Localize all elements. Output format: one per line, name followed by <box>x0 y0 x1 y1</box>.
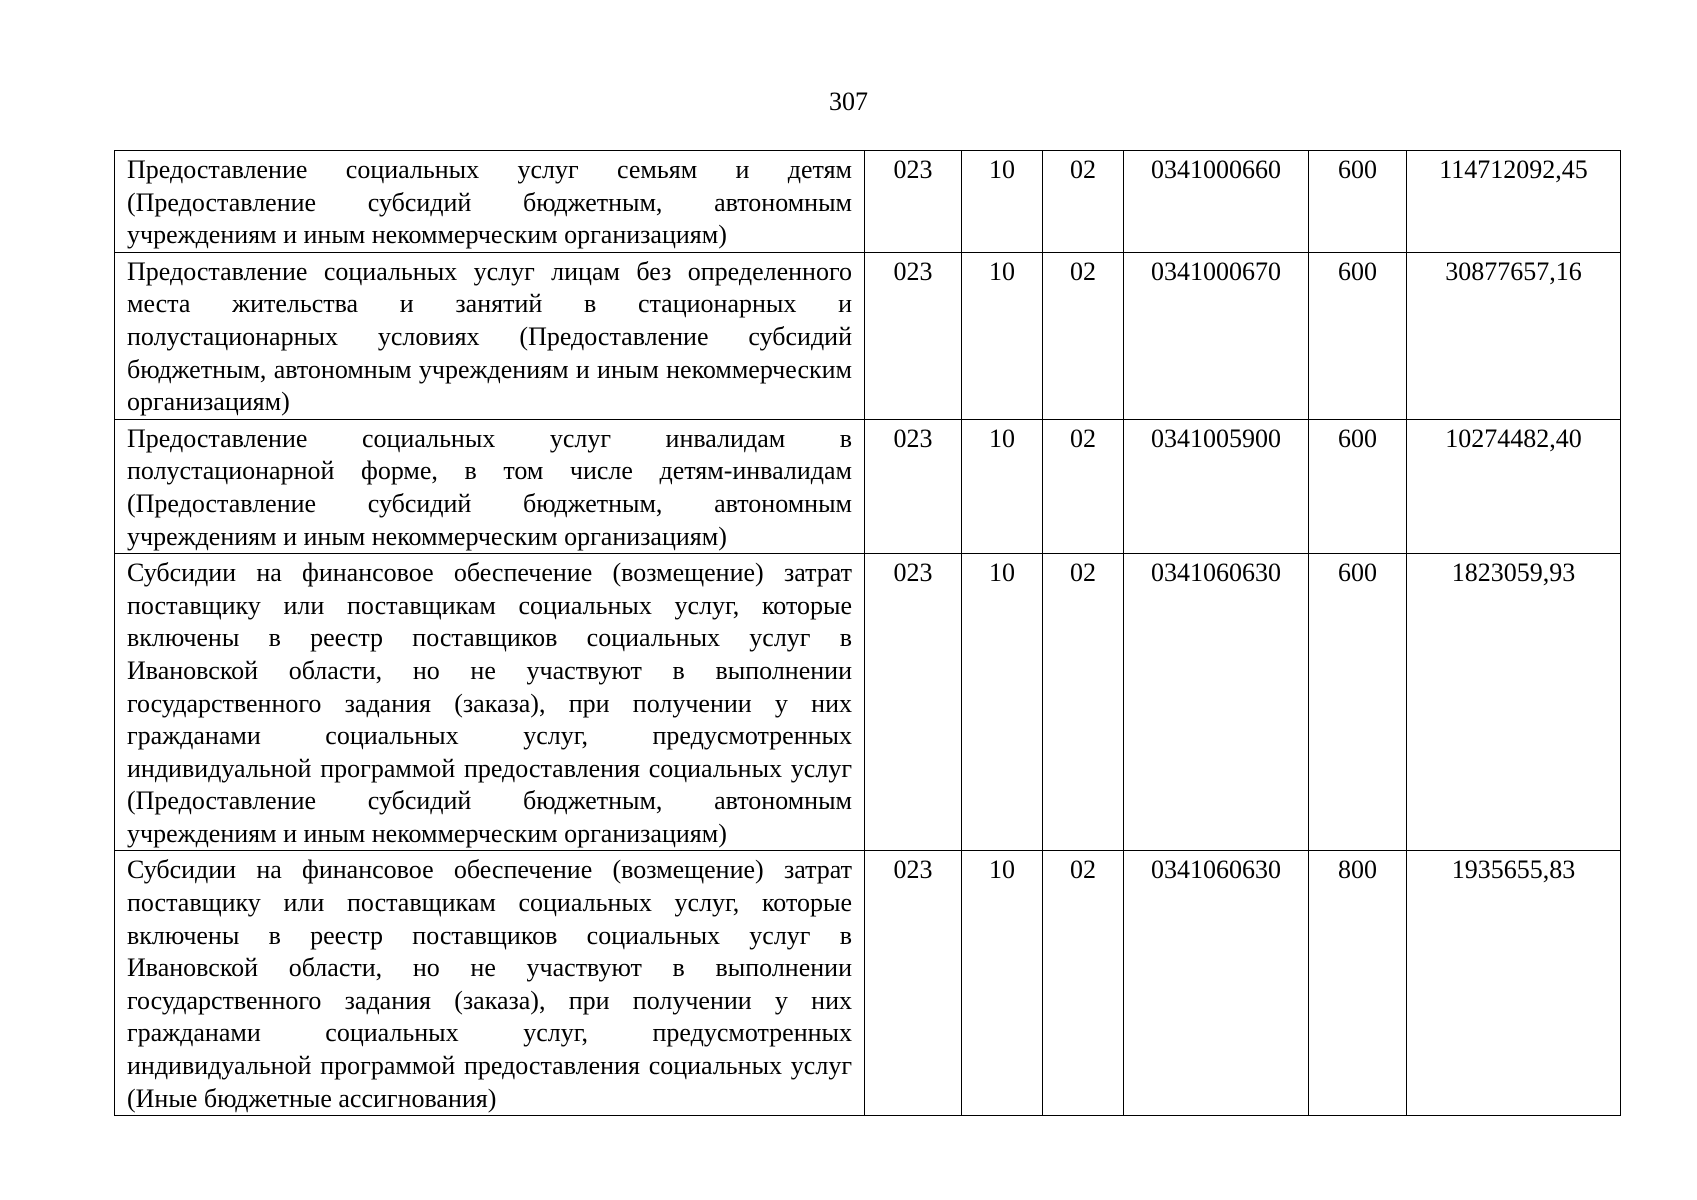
row-target-article: 0341000670 <box>1124 252 1309 419</box>
row-expense-type: 600 <box>1309 554 1407 851</box>
row-subsection-code: 02 <box>1043 252 1124 419</box>
row-subsection-code: 02 <box>1043 151 1124 253</box>
budget-table <box>114 150 1621 1116</box>
row-target-article: 0341060630 <box>1124 851 1309 1116</box>
row-grbs-code: 023 <box>865 419 962 553</box>
row-expense-type: 600 <box>1309 151 1407 253</box>
row-section-code: 10 <box>962 554 1043 851</box>
row-description: Предоставление социальных услуг лицам без определенного места жительства и занятий в стационарных и полустационарных условиях (Предоставление субсидий бюджетным, автономным учреждениям и иным некоммерческим организациям) <box>115 252 865 419</box>
row-section-code: 10 <box>962 252 1043 419</box>
row-amount: 30877657,16 <box>1407 252 1621 419</box>
table-row <box>115 419 1621 553</box>
row-subsection-code: 02 <box>1043 851 1124 1116</box>
table-row <box>115 851 1621 1116</box>
row-subsection-code: 02 <box>1043 419 1124 553</box>
row-amount: 114712092,45 <box>1407 151 1621 253</box>
row-grbs-code: 023 <box>865 151 962 253</box>
row-description: Предоставление социальных услуг семьям и детям (Предоставление субсидий бюджетным, автономным учреждениям и иным некоммерческим организациям) <box>115 151 865 253</box>
row-amount: 1823059,93 <box>1407 554 1621 851</box>
row-section-code: 10 <box>962 419 1043 553</box>
row-section-code: 10 <box>962 851 1043 1116</box>
row-grbs-code: 023 <box>865 851 962 1116</box>
row-description: Предоставление социальных услуг инвалидам в полустационарной форме, в том числе детям-инвалидам (Предоставление субсидий бюджетным, автономным учреждениям и иным некоммерческим организациям) <box>115 419 865 553</box>
row-expense-type: 600 <box>1309 252 1407 419</box>
table-row <box>115 151 1621 253</box>
row-target-article: 0341060630 <box>1124 554 1309 851</box>
row-subsection-code: 02 <box>1043 554 1124 851</box>
row-amount: 1935655,83 <box>1407 851 1621 1116</box>
page-number: 307 <box>829 87 868 116</box>
row-expense-type: 800 <box>1309 851 1407 1116</box>
row-section-code: 10 <box>962 151 1043 253</box>
row-description: Субсидии на финансовое обеспечение (возмещение) затрат поставщику или поставщикам социальных услуг, которые включены в реестр поставщиков социальных услуг в Ивановской области, но не участвуют в выполнении государственного задания (заказа), при получении у них гражданами социальных услуг, предусмотренных индивидуальной программой предоставления социальных услуг (Предоставление субсидий бюджетным, автономным учреждениям и иным некоммерческим организациям) <box>115 554 865 851</box>
row-target-article: 0341000660 <box>1124 151 1309 253</box>
row-description: Субсидии на финансовое обеспечение (возмещение) затрат поставщику или поставщикам социальных услуг, которые включены в реестр поставщиков социальных услуг в Ивановской области, но не участвуют в выполнении государственного задания (заказа), при получении у них гражданами социальных услуг, предусмотренных индивидуальной программой предоставления социальных услуг (Иные бюджетные ассигнования) <box>115 851 865 1116</box>
row-amount: 10274482,40 <box>1407 419 1621 553</box>
table-row <box>115 554 1621 851</box>
row-grbs-code: 023 <box>865 252 962 419</box>
table-row <box>115 252 1621 419</box>
row-target-article: 0341005900 <box>1124 419 1309 553</box>
row-expense-type: 600 <box>1309 419 1407 553</box>
row-grbs-code: 023 <box>865 554 962 851</box>
